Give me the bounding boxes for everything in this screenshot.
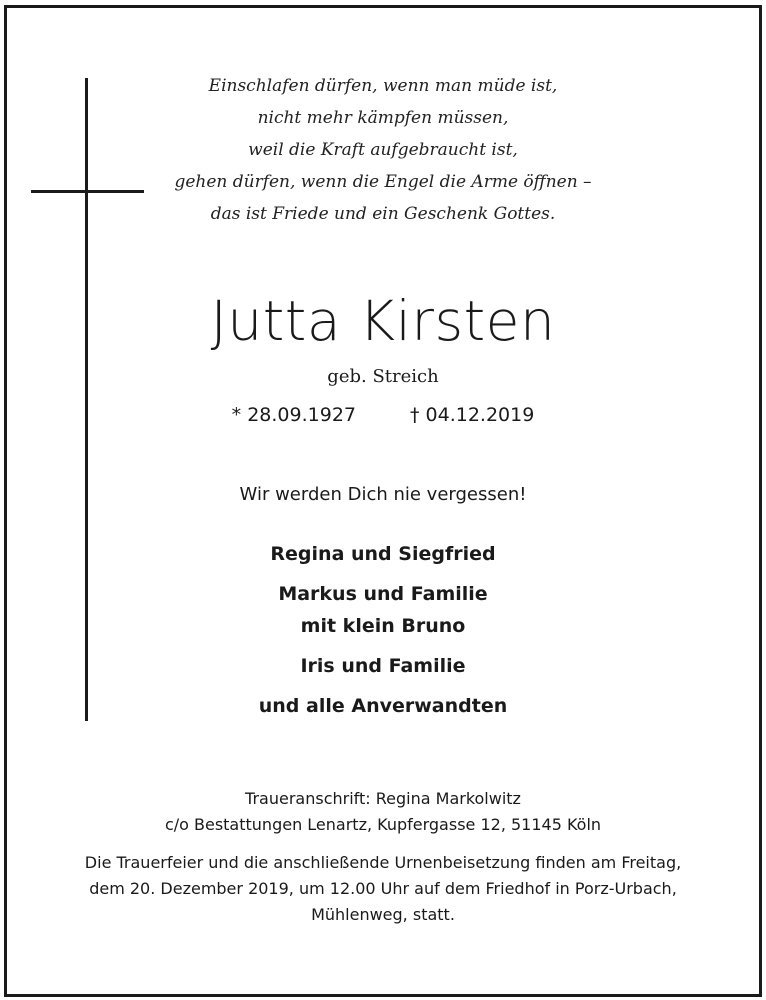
mourner-entry: Markus und Familie xyxy=(278,583,488,605)
poem-line: weil die Kraft aufgebraucht ist, xyxy=(248,140,518,160)
poem-line: das ist Friede und ein Geschenk Gottes. xyxy=(210,204,556,224)
service-line: Mühlenweg, statt. xyxy=(311,905,455,924)
poem-line: Einschlafen dürfen, wenn man müde ist, xyxy=(208,76,558,96)
address-line: c/o Bestattungen Lenartz, Kupfergasse 12, 51145 Köln xyxy=(164,815,602,834)
deceased-name: Jutta Kirsten xyxy=(210,289,556,353)
mourner-entry: Regina und Siegfried xyxy=(270,543,496,565)
life-dates xyxy=(0,402,766,428)
death-date: † 04.12.2019 xyxy=(410,404,535,426)
poem-line: nicht mehr kämpfen müssen, xyxy=(257,108,509,128)
mourning-address xyxy=(0,786,766,838)
address-line: Traueranschrift: Regina Markolwitz xyxy=(245,789,521,808)
maiden-name: geb. Streich xyxy=(327,366,439,387)
poem xyxy=(0,70,766,230)
mourners-list xyxy=(0,538,766,722)
poem-line: gehen dürfen, wenn die Engel die Arme öffnen – xyxy=(174,172,592,192)
birth-date: * 28.09.1927 xyxy=(231,404,356,426)
mourner-entry: Iris und Familie xyxy=(300,655,466,677)
farewell-text: Wir werden Dich nie vergessen! xyxy=(239,484,527,505)
service-notice xyxy=(0,850,766,928)
mourner-entry: mit klein Bruno xyxy=(300,615,466,637)
service-line: dem 20. Dezember 2019, um 12.00 Uhr auf dem Friedhof in Porz-Urbach, xyxy=(89,879,677,898)
service-line: Die Trauerfeier und die anschließende Urnenbeisetzung finden am Freitag, xyxy=(84,853,682,872)
mourner-entry: und alle Anverwandten xyxy=(258,695,508,717)
